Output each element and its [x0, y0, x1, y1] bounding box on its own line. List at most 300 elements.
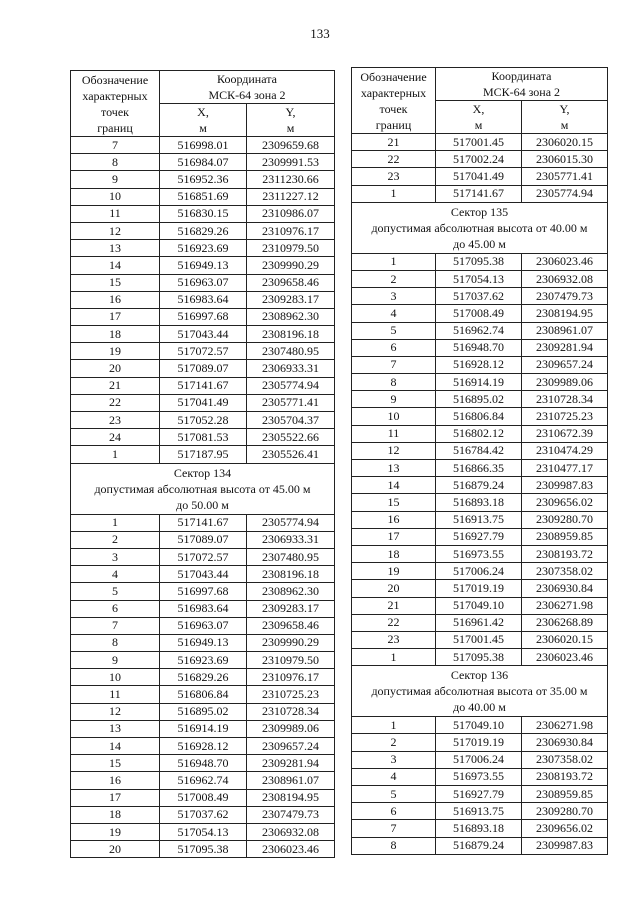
- y-value: 2309280.70: [522, 511, 608, 528]
- point-number: 5: [352, 322, 436, 339]
- y-value: 2306023.46: [522, 253, 608, 270]
- y-value: 2306933.31: [247, 531, 335, 548]
- x-value: 516984.07: [160, 154, 247, 171]
- x-value: 517002.24: [436, 151, 522, 168]
- sector-title: Сектор 135: [450, 204, 509, 219]
- x-value: 516806.84: [436, 408, 522, 425]
- y-value: 2306271.98: [522, 597, 608, 614]
- x-value: 517052.28: [160, 412, 247, 429]
- sector-subtitle: допустимая абсолютная высота от 45.00 м: [94, 481, 311, 496]
- x-value: 516952.36: [160, 171, 247, 188]
- x-value: 517006.24: [436, 751, 522, 768]
- y-value: 2308193.72: [522, 768, 608, 785]
- table-row: [71, 171, 335, 188]
- table-row: [352, 391, 608, 408]
- x-value: 517037.62: [160, 806, 247, 823]
- x-value: 516948.70: [160, 755, 247, 772]
- x-value: 517054.13: [436, 270, 522, 287]
- table-row: [352, 356, 608, 373]
- sector-header-row: [352, 202, 608, 253]
- point-number: 1: [352, 185, 436, 202]
- x-value: 516928.12: [160, 738, 247, 755]
- y-value: 2309283.17: [247, 291, 335, 308]
- point-number: 1: [352, 717, 436, 734]
- point-number: 16: [352, 511, 436, 528]
- x-value: 516923.69: [160, 240, 247, 257]
- x-value: 517089.07: [160, 531, 247, 548]
- x-value: 516973.55: [436, 768, 522, 785]
- table-row: [352, 820, 608, 837]
- x-value: 516879.24: [436, 477, 522, 494]
- point-number: 22: [352, 151, 436, 168]
- x-value: 516914.19: [436, 374, 522, 391]
- x-value: 517019.19: [436, 734, 522, 751]
- y-value: 2306015.30: [522, 151, 608, 168]
- header-point-name-line: характерных: [82, 88, 148, 103]
- table-row: [352, 270, 608, 287]
- y-value: 2309657.24: [247, 738, 335, 755]
- point-number: 21: [352, 134, 436, 151]
- y-value: 2310477.17: [522, 460, 608, 477]
- table-row: [71, 652, 335, 669]
- x-value: 517089.07: [160, 360, 247, 377]
- y-value: 2309281.94: [522, 339, 608, 356]
- sector-subtitle: допустимая абсолютная высота от 35.00 м: [371, 684, 588, 699]
- y-value: 2309658.46: [247, 274, 335, 291]
- point-number: 21: [352, 597, 436, 614]
- point-number: 19: [71, 823, 160, 840]
- point-number: 4: [352, 768, 436, 785]
- point-number: 8: [71, 634, 160, 651]
- coordinates-table-left: [70, 70, 335, 858]
- point-number: 9: [352, 391, 436, 408]
- table-row: [352, 649, 608, 666]
- point-number: 15: [71, 755, 160, 772]
- y-value: 2309658.46: [247, 617, 335, 634]
- point-number: 8: [352, 837, 436, 854]
- table-row: [352, 339, 608, 356]
- y-value: 2308962.30: [247, 308, 335, 325]
- x-value: 516983.64: [160, 291, 247, 308]
- x-value: 516927.79: [436, 786, 522, 803]
- x-value: 516997.68: [160, 583, 247, 600]
- point-number: 15: [352, 494, 436, 511]
- sector-title: Сектор 136: [450, 668, 509, 683]
- x-value: 517008.49: [160, 789, 247, 806]
- sector-title: Сектор 134: [173, 465, 232, 480]
- point-number: 12: [71, 703, 160, 720]
- x-value: 516928.12: [436, 356, 522, 373]
- x-value: 516948.70: [436, 339, 522, 356]
- y-value: 2309991.53: [247, 154, 335, 171]
- header-point-name: [352, 68, 436, 134]
- table-row: [352, 494, 608, 511]
- x-value: 516973.55: [436, 545, 522, 562]
- point-number: 17: [71, 308, 160, 325]
- y-value: 2309987.83: [522, 837, 608, 854]
- table-row: [71, 308, 335, 325]
- x-value: 517095.38: [160, 841, 247, 858]
- point-number: 7: [71, 137, 160, 154]
- table-row: [71, 429, 335, 446]
- table-row: [71, 514, 335, 531]
- table-row: [71, 360, 335, 377]
- table-row: [71, 755, 335, 772]
- y-value: 2309990.29: [247, 634, 335, 651]
- table-row: [71, 343, 335, 360]
- x-value: 516895.02: [436, 391, 522, 408]
- point-number: 13: [71, 720, 160, 737]
- y-value: 2306932.08: [247, 823, 335, 840]
- point-number: 20: [71, 360, 160, 377]
- x-value: 517037.62: [436, 288, 522, 305]
- sector-subtitle-2: до 45.00 м: [453, 236, 506, 251]
- table-row: [71, 240, 335, 257]
- x-value: 516963.07: [160, 617, 247, 634]
- y-value: 2309989.06: [247, 720, 335, 737]
- x-value: 516893.18: [436, 494, 522, 511]
- table-header-row: [71, 71, 335, 104]
- x-value: 517001.45: [436, 631, 522, 648]
- point-number: 3: [352, 751, 436, 768]
- table-row: [352, 185, 608, 202]
- table-row: [71, 257, 335, 274]
- table-row: [71, 600, 335, 617]
- x-value: 516829.26: [160, 222, 247, 239]
- point-number: 20: [71, 841, 160, 858]
- point-number: 16: [71, 291, 160, 308]
- header-y-line: м: [286, 121, 295, 135]
- table-row: [352, 477, 608, 494]
- table-row: [352, 837, 608, 854]
- y-value: 2308961.07: [247, 772, 335, 789]
- y-value: 2306271.98: [522, 717, 608, 734]
- header-point-name-line: точек: [379, 101, 408, 116]
- header-point-name-line: Обозначение: [81, 72, 149, 87]
- table-row: [352, 545, 608, 562]
- point-number: 20: [352, 580, 436, 597]
- x-value: 516962.74: [160, 772, 247, 789]
- point-number: 9: [71, 171, 160, 188]
- y-value: 2305774.94: [247, 514, 335, 531]
- point-number: 1: [352, 253, 436, 270]
- point-number: 2: [71, 531, 160, 548]
- x-value: 517049.10: [436, 717, 522, 734]
- y-value: 2307358.02: [522, 563, 608, 580]
- y-value: 2310672.39: [522, 425, 608, 442]
- point-number: 11: [71, 205, 160, 222]
- y-value: 2309656.02: [522, 820, 608, 837]
- y-value: 2308962.30: [247, 583, 335, 600]
- y-value: 2310474.29: [522, 442, 608, 459]
- point-number: 4: [352, 305, 436, 322]
- table-row: [352, 528, 608, 545]
- sector-subtitle-2: до 50.00 м: [176, 497, 229, 512]
- table-row: [352, 614, 608, 631]
- sector-header: [352, 666, 608, 717]
- table-row: [71, 566, 335, 583]
- table-row: [352, 460, 608, 477]
- y-value: 2306930.84: [522, 580, 608, 597]
- y-value: 2310725.23: [522, 408, 608, 425]
- table-row: [71, 548, 335, 565]
- point-number: 10: [71, 188, 160, 205]
- y-value: 2306023.46: [247, 841, 335, 858]
- table-row: [71, 617, 335, 634]
- table-row: [71, 291, 335, 308]
- table-row: [352, 631, 608, 648]
- table-row: [352, 425, 608, 442]
- header-coordinate-line: Координата: [491, 69, 552, 83]
- x-value: 516998.01: [160, 137, 247, 154]
- x-value: 517041.49: [160, 394, 247, 411]
- y-value: 2305774.94: [522, 185, 608, 202]
- table-row: [352, 374, 608, 391]
- table-row: [352, 597, 608, 614]
- table-row: [352, 580, 608, 597]
- x-value: 517041.49: [436, 168, 522, 185]
- table-row: [352, 305, 608, 322]
- y-value: 2306020.15: [522, 134, 608, 151]
- x-value: 517054.13: [160, 823, 247, 840]
- point-number: 13: [352, 460, 436, 477]
- table-row: [352, 134, 608, 151]
- page-number: 133: [310, 26, 330, 41]
- x-value: 516927.79: [436, 528, 522, 545]
- x-value: 517081.53: [160, 429, 247, 446]
- point-number: 1: [71, 514, 160, 531]
- y-value: 2305771.41: [247, 394, 335, 411]
- y-value: 2309280.70: [522, 803, 608, 820]
- y-value: 2309989.06: [522, 374, 608, 391]
- point-number: 14: [71, 738, 160, 755]
- table-row: [352, 751, 608, 768]
- coordinates-table-right: [351, 67, 608, 855]
- point-number: 5: [352, 786, 436, 803]
- table-row: [71, 686, 335, 703]
- x-value: 516802.12: [436, 425, 522, 442]
- header-coordinate-line: МСК-64 зона 2: [482, 85, 561, 99]
- y-value: 2306023.46: [522, 649, 608, 666]
- x-value: 516851.69: [160, 188, 247, 205]
- sector-header: [71, 463, 335, 514]
- header-point-name-line: характерных: [360, 85, 427, 100]
- point-number: 24: [71, 429, 160, 446]
- point-number: 12: [352, 442, 436, 459]
- header-point-name-line: границ: [97, 120, 133, 135]
- table-row: [71, 823, 335, 840]
- y-value: 2308959.85: [522, 786, 608, 803]
- y-value: 2309659.68: [247, 137, 335, 154]
- y-value: 2306933.31: [247, 360, 335, 377]
- point-number: 7: [352, 356, 436, 373]
- table-row: [71, 789, 335, 806]
- x-value: 517141.67: [160, 514, 247, 531]
- table-row: [352, 253, 608, 270]
- table-row: [71, 634, 335, 651]
- point-number: 16: [71, 772, 160, 789]
- point-number: 6: [71, 600, 160, 617]
- y-value: 2307480.95: [247, 548, 335, 565]
- y-value: 2309657.24: [522, 356, 608, 373]
- table-row: [352, 717, 608, 734]
- table-row: [352, 511, 608, 528]
- header-point-name: [71, 71, 160, 137]
- y-value: 2309281.94: [247, 755, 335, 772]
- x-value: 517095.38: [436, 253, 522, 270]
- y-value: 2308959.85: [522, 528, 608, 545]
- table-row: [71, 738, 335, 755]
- y-value: 2310979.50: [247, 240, 335, 257]
- table-row: [71, 326, 335, 343]
- x-value: 516806.84: [160, 686, 247, 703]
- table-row: [71, 583, 335, 600]
- x-value: 517001.45: [436, 134, 522, 151]
- y-value: 2307479.73: [522, 288, 608, 305]
- sector-subtitle-2: до 40.00 м: [453, 700, 506, 715]
- table-row: [71, 412, 335, 429]
- table-header-row: [352, 68, 608, 101]
- header-x-line: X,: [472, 102, 485, 116]
- x-value: 517187.95: [160, 446, 247, 463]
- point-number: 12: [71, 222, 160, 239]
- header-point-name-line: точек: [101, 104, 129, 119]
- y-value: 2310976.17: [247, 222, 335, 239]
- point-number: 1: [71, 446, 160, 463]
- table-row: [352, 442, 608, 459]
- point-number: 6: [352, 339, 436, 356]
- header-y-line: м: [560, 118, 569, 132]
- table-row: [352, 803, 608, 820]
- table-row: [71, 205, 335, 222]
- point-number: 22: [352, 614, 436, 631]
- header-coordinate-line: МСК-64 зона 2: [208, 88, 286, 102]
- table-row: [71, 772, 335, 789]
- table-row: [71, 446, 335, 463]
- y-value: 2307479.73: [247, 806, 335, 823]
- x-value: 517072.57: [160, 343, 247, 360]
- y-value: 2305526.41: [247, 446, 335, 463]
- y-value: 2308196.18: [247, 566, 335, 583]
- y-value: 2310728.34: [522, 391, 608, 408]
- table-row: [352, 322, 608, 339]
- table-row: [71, 274, 335, 291]
- x-value: 517072.57: [160, 548, 247, 565]
- header-x: [436, 101, 522, 134]
- point-number: 3: [352, 288, 436, 305]
- point-number: 19: [352, 563, 436, 580]
- table-row: [71, 137, 335, 154]
- point-number: 10: [352, 408, 436, 425]
- y-value: 2310979.50: [247, 652, 335, 669]
- point-number: 23: [71, 412, 160, 429]
- table-row: [71, 531, 335, 548]
- point-number: 1: [352, 649, 436, 666]
- x-value: 517008.49: [436, 305, 522, 322]
- y-value: 2310986.07: [247, 205, 335, 222]
- table-row: [352, 768, 608, 785]
- x-value: 516784.42: [436, 442, 522, 459]
- x-value: 516830.15: [160, 205, 247, 222]
- y-value: 2306020.15: [522, 631, 608, 648]
- header-x-line: X,: [197, 105, 209, 119]
- header-y-line: Y,: [559, 102, 570, 116]
- point-number: 19: [71, 343, 160, 360]
- table-row: [71, 377, 335, 394]
- point-number: 14: [71, 257, 160, 274]
- table-row: [352, 288, 608, 305]
- x-value: 516962.74: [436, 322, 522, 339]
- y-value: 2309283.17: [247, 600, 335, 617]
- y-value: 2310976.17: [247, 669, 335, 686]
- point-number: 21: [71, 377, 160, 394]
- point-number: 17: [71, 789, 160, 806]
- sector-header-row: [71, 463, 335, 514]
- y-value: 2305771.41: [522, 168, 608, 185]
- x-value: 516963.07: [160, 274, 247, 291]
- table-row: [71, 394, 335, 411]
- x-value: 516961.42: [436, 614, 522, 631]
- y-value: 2309990.29: [247, 257, 335, 274]
- y-value: 2311227.12: [247, 188, 335, 205]
- table-row: [71, 669, 335, 686]
- point-number: 18: [71, 326, 160, 343]
- header-coordinate-line: Координата: [217, 72, 277, 86]
- header-point-name-line: Обозначение: [360, 69, 427, 84]
- table-row: [71, 720, 335, 737]
- x-value: 516913.75: [436, 803, 522, 820]
- y-value: 2307358.02: [522, 751, 608, 768]
- x-value: 516913.75: [436, 511, 522, 528]
- point-number: 3: [71, 548, 160, 565]
- x-value: 516893.18: [436, 820, 522, 837]
- x-value: 516914.19: [160, 720, 247, 737]
- x-value: 517141.67: [160, 377, 247, 394]
- header-x-line: м: [199, 121, 207, 135]
- x-value: 516923.69: [160, 652, 247, 669]
- point-number: 5: [71, 583, 160, 600]
- y-value: 2308193.72: [522, 545, 608, 562]
- point-number: 13: [71, 240, 160, 257]
- y-value: 2306932.08: [522, 270, 608, 287]
- table-row: [352, 151, 608, 168]
- x-value: 517006.24: [436, 563, 522, 580]
- table-row: [352, 734, 608, 751]
- x-value: 516949.13: [160, 257, 247, 274]
- header-coordinate: [160, 71, 335, 104]
- table-row: [71, 188, 335, 205]
- sector-header-row: [352, 666, 608, 717]
- y-value: 2306268.89: [522, 614, 608, 631]
- header-x-line: м: [474, 118, 483, 132]
- y-value: 2308961.07: [522, 322, 608, 339]
- point-number: 8: [352, 374, 436, 391]
- point-number: 18: [71, 806, 160, 823]
- table-row: [71, 703, 335, 720]
- point-number: 2: [352, 734, 436, 751]
- header-x: [160, 104, 247, 137]
- sector-subtitle: допустимая абсолютная высота от 40.00 м: [371, 220, 588, 235]
- y-value: 2310725.23: [247, 686, 335, 703]
- header-coordinate: [436, 68, 608, 101]
- x-value: 517043.44: [160, 566, 247, 583]
- point-number: 23: [352, 168, 436, 185]
- point-number: 22: [71, 394, 160, 411]
- x-value: 516983.64: [160, 600, 247, 617]
- y-value: 2306930.84: [522, 734, 608, 751]
- header-y: [247, 104, 335, 137]
- sector-header: [352, 202, 608, 253]
